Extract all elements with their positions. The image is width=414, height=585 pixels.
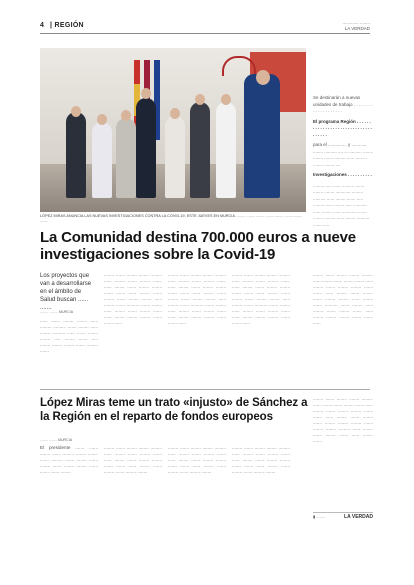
page-number: 4 <box>40 22 44 29</box>
sidebar-item: para el ............... y ............ ........ .......... .... ... .......... ........ ........ ....... ......... ...... ......... ........ ........ .... <box>313 142 374 167</box>
sidebar-highlights <box>313 95 373 232</box>
article2-column-5: ........ ....... ........ ........ ......... ...... ........ ....... ........ ....... ...... ........ ....... ........ ........ ....... ....... ...... ........ ....... ........ ....... ........ ........ ........ ....... ........ ........ ......... ...... ........ ....... ........ ....... ...... ........ ....... <box>313 396 373 443</box>
sidebar-item: ......... ..... ...... .......... ....... ........ ........ ............ ......... .......... ...... ........ ....... ..... ......... ...... ........ ..... ........... ...... ........ ...... ............ ....... ........ ......... ...... ........ .......... ....... ..... <box>313 182 370 227</box>
article-column-4: ........ ....... ........ ........ ......... ...... ........ ....... ........ ....... ...... ........ ....... ........ ........ ....... ....... ...... ........ ....... ........ ....... ........ ........ ...... ........ ....... .......... ....... ........ ...... ........ ....... ........ ....... ...... ........ ........ ........ ....... ....... ...... <box>232 272 290 325</box>
person-6 <box>190 102 210 198</box>
header-meta-line1: ............. ........ <box>342 20 370 25</box>
article-divider <box>40 389 370 390</box>
person-1 <box>66 112 86 198</box>
page-footer <box>313 512 373 520</box>
header-meta <box>342 20 370 32</box>
person-8 <box>244 74 280 198</box>
article-byline: ........ ......... MURCIA <box>40 310 74 314</box>
article2-headline: López Miras teme un trato «injusto» de Sánchez a la Región en el reparto de fondos europeos <box>40 397 308 423</box>
sidebar-item: Investigaciones . . . . . . . . . . <box>313 172 372 177</box>
person-7 <box>216 102 236 198</box>
article2-column-2: ........ ....... ........ ........ ......... ...... ........ ....... ........ ....... ...... ........ ....... ........ ........ ....... ....... ...... ........ ....... ........ ....... ........ ........ <box>104 445 162 474</box>
article2-column-4: ........ ....... ........ ........ ......... ...... ........ ....... ........ ....... ...... ........ ....... ........ ........ ....... ....... ...... ........ ....... ........ ....... ........ ........ <box>232 445 290 474</box>
article2-column-1: El presidente ....... ....... ........ ....... ......... ........ ........ ....... ......... ....... ........ ....... ........ ....... ........ ........ ....... ....... ....... ........ <box>40 445 98 474</box>
photo-caption: LÓPEZ MIRAS ANUNCIA LAS NUEVAS INVESTIGACIONES CONTRA LA COVID-19, ESTE JUEVES EN MURCIA. ........ ........ ........ ........ ........ ........ ........ ........ <box>40 214 303 223</box>
sidebar-item: Se destinarán a nuevas unidades de trabajo . . . . . . . . . . . . . . . . . . . . <box>313 95 373 113</box>
article-column-1: ...... ....... ........ ........ ...... ......... .......... ....... ........ ...... ........ .......... ...... ....... ........ ........ ..... ........ ....... ..... ........ ........ ........ ....... ......... ....... <box>40 318 98 353</box>
article-headline: La Comunidad destina 700.000 euros a nueve investigaciones sobre la Covid-19 <box>40 229 356 263</box>
article-column-3: ........ ....... ........ ........ ......... ...... ........ ....... ........ ....... ...... ........ ....... ........ ........ ....... ....... ...... ........ ....... ........ ....... ........ ........ ...... ........ ....... .......... ....... ........ ...... ........ ....... ........ ....... ...... ........ ........ ........ ....... ....... ...... <box>168 272 226 325</box>
article-photo <box>40 48 306 212</box>
article-deck: Los proyectos que van a desarrollarse en el ámbito de Salud buscan ...... ....... <box>40 273 92 311</box>
crown-logo <box>222 56 256 76</box>
sidebar-item: El programa Región . . . . . . . . . . . . . . . . . . . . . . . . . . . . . . . . . . . . <box>313 118 372 137</box>
page-header <box>40 20 370 32</box>
person-5 <box>165 116 185 198</box>
article2-column-3: ........ ....... ........ ........ ......... ...... ........ ....... ........ ....... ...... ........ ....... ........ ........ ....... ....... ...... ........ ....... ........ ....... ........ ........ <box>168 445 226 474</box>
header-rule <box>40 33 370 34</box>
person-4 <box>136 98 156 198</box>
article-column-5: ........ ....... ........ ........ ......... ...... ........ ....... ........ ....... ...... ........ ....... ........ ........ ....... ....... ...... ........ ....... ........ ....... ........ ........ ...... ........ ....... .......... ....... ........ ...... ........ ....... ........ ....... ...... ........ ........ ........ ....... ....... ...... <box>313 272 373 325</box>
footer-brand: LA VERDAD <box>344 514 373 520</box>
section-label: | REGIÓN <box>50 22 84 29</box>
person-2 <box>92 122 112 198</box>
person-3 <box>116 118 136 198</box>
header-meta-line2: LA VERDAD <box>344 26 370 31</box>
footer-mark: ▮ ........ <box>313 514 326 519</box>
article2-byline: ........ ........ MURCIA <box>40 438 73 442</box>
article-column-2: ........ ....... ........ ........ ......... ...... ........ ....... ........ ....... ...... ........ ....... ........ ........ ....... ....... ...... ........ ....... ........ ....... ........ ........ ...... ........ ....... .......... ....... ........ ...... ........ ....... ........ ....... ...... ........ ........ ........ ....... ....... ...... <box>104 272 162 325</box>
